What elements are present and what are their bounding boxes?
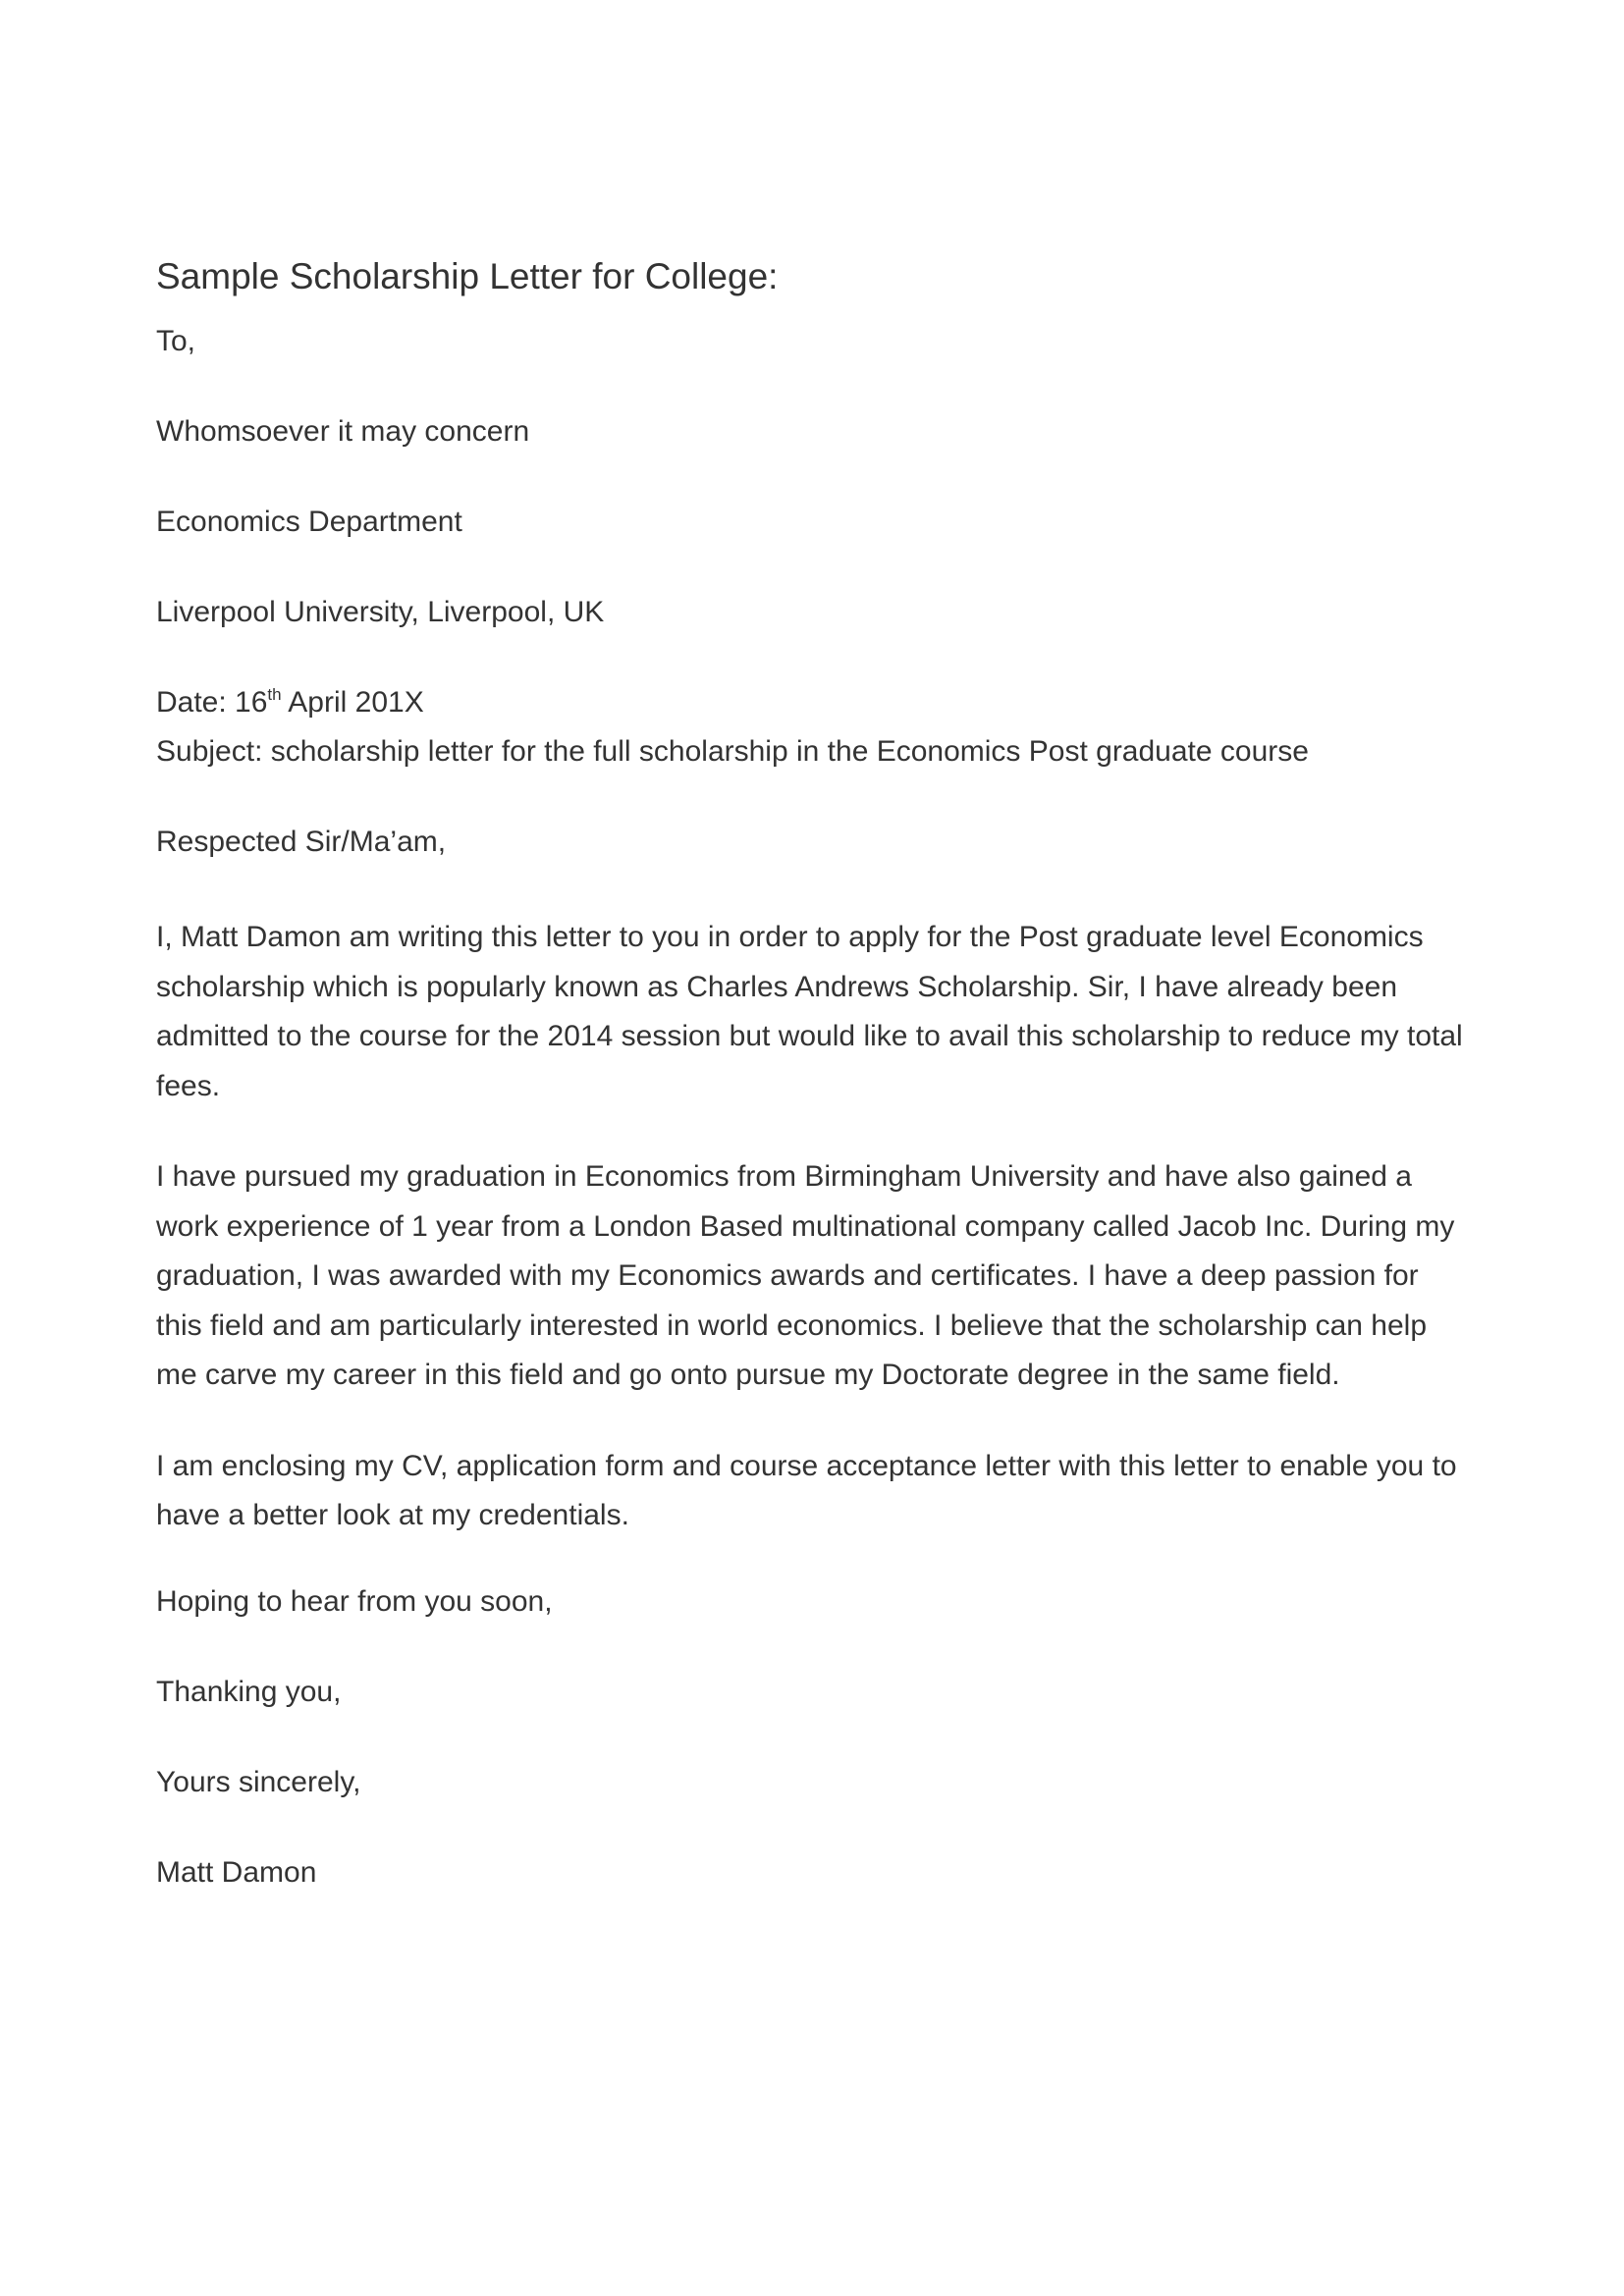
recipient-line: Whomsoever it may concern <box>156 415 530 448</box>
date-line <box>156 683 1472 722</box>
signoff-line: Yours sincerely, <box>156 1765 361 1798</box>
date-prefix: Date: 16 <box>156 686 268 719</box>
body-paragraph-2: I have pursued my graduation in Economics from Birmingham University and have also gained a work experience of 1 year from a London Based multinational company called Jacob Inc. During my graduation, I was awarded with my Economics awards and certificates. I have a deep passion for this field and am particularly interested in world economics. I believe that the scholarship can help me carve my career in this field and go onto pursue my Doctorate degree in the same field. <box>156 1160 1455 1391</box>
salutation-to: To, <box>156 325 196 357</box>
university-line: Liverpool University, Liverpool, UK <box>156 596 605 628</box>
signature-name: Matt Damon <box>156 1855 317 1889</box>
closing-hope: Hoping to hear from you soon, <box>156 1584 553 1618</box>
document-title: Sample Scholarship Letter for College: <box>156 256 779 296</box>
department-line: Economics Department <box>156 506 462 538</box>
letter-body <box>156 251 1472 1944</box>
body-paragraph-3: I am enclosing my CV, application form and course acceptance letter with this letter to enable you to have a better look at my credentials. <box>156 1449 1457 1531</box>
closing-thanks: Thanking you, <box>156 1675 342 1708</box>
body-paragraph-1: I, Matt Damon am writing this letter to you in order to apply for the Post graduate level Economics scholarship which is popularly known as Charles Andrews Scholarship. Sir, I have already been admitted to the course for the 2014 session but would like to avail this scholarship to reduce my total fees. <box>156 921 1463 1102</box>
subject-line: Subject: scholarship letter for the full scholarship in the Economics Post graduate course <box>156 735 1309 768</box>
greeting-line: Respected Sir/Ma’am, <box>156 826 447 858</box>
date-ordinal: th <box>267 685 282 704</box>
date-suffix: April 201X <box>281 686 424 719</box>
